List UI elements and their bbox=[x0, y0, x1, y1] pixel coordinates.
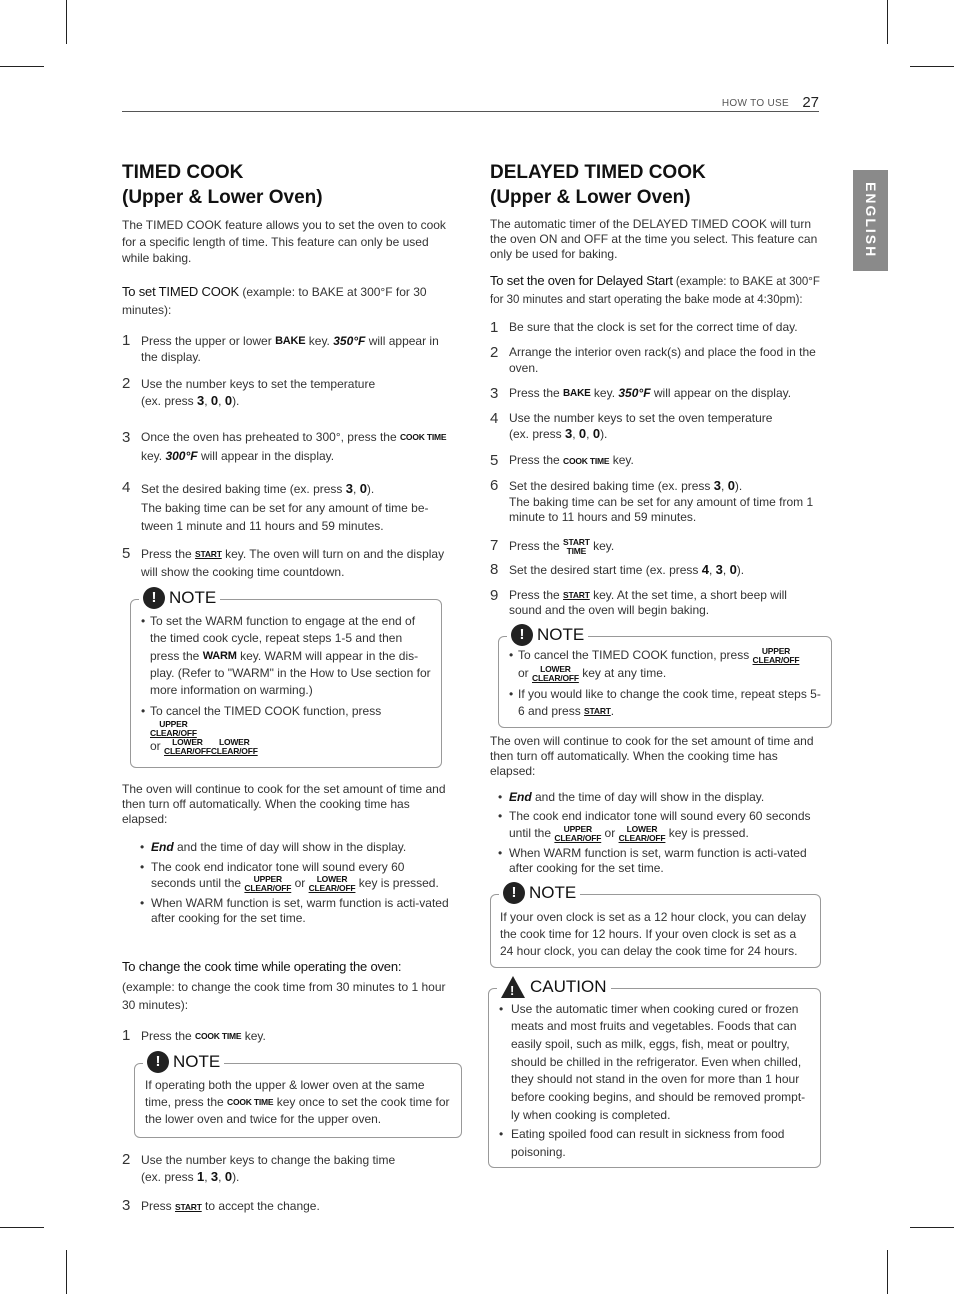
list-item bbox=[140, 839, 452, 856]
text: Press the bbox=[509, 539, 564, 554]
text: Once the oven has preheated to 300°, press the bbox=[141, 430, 400, 445]
step bbox=[122, 545, 452, 581]
number-key: 0 bbox=[578, 426, 587, 442]
text: or bbox=[601, 825, 619, 840]
text: will appear in the display. bbox=[197, 448, 335, 463]
step bbox=[490, 453, 820, 469]
step bbox=[122, 333, 452, 366]
step bbox=[490, 320, 820, 336]
text: To cancel the TIMED COOK function, press bbox=[518, 648, 753, 663]
text: Press the bbox=[141, 546, 196, 561]
upper-clear-off-key bbox=[554, 825, 601, 843]
upper-clear-off-key bbox=[753, 647, 800, 665]
note-label-text: NOTE bbox=[529, 882, 577, 902]
bake-key: BAKE bbox=[275, 334, 306, 347]
caution-label-text: CAUTION bbox=[530, 976, 607, 996]
after-text: The oven will continue to cook for the set amount of time and then turn off automatically. When the cooking time has elapsed: bbox=[122, 782, 446, 827]
text: key is pressed. bbox=[665, 825, 749, 840]
list-item bbox=[140, 896, 452, 926]
text: When WARM function is set, warm function is acti-vated after cooking for the set time. bbox=[509, 845, 807, 875]
step-number: 4 bbox=[490, 409, 499, 427]
elapsed-list bbox=[140, 839, 452, 926]
text: . bbox=[610, 703, 615, 718]
text: or bbox=[291, 876, 309, 891]
step-number: 3 bbox=[122, 1197, 131, 1215]
number-key: 3 bbox=[345, 481, 354, 497]
number-key: 3 bbox=[197, 393, 205, 409]
upper-clear-off-key bbox=[244, 875, 291, 893]
subheading bbox=[122, 283, 452, 319]
change-steps bbox=[122, 1152, 452, 1215]
text: key. WARM will appear in the dis-play. (Refer to "WARM" in the How to Use section for more information on warming.) bbox=[150, 648, 431, 698]
display-readout: 350°F bbox=[618, 386, 651, 401]
key-line: UPPER bbox=[761, 645, 791, 656]
cook-time-key: COOK TIME bbox=[227, 1097, 274, 1108]
number-key: 0 bbox=[224, 393, 233, 409]
list-item bbox=[140, 859, 452, 894]
step-number: 2 bbox=[490, 343, 499, 361]
cook-time-key: COOK TIME bbox=[563, 455, 610, 466]
text: If you would like to change the cook time, repeat steps 5-6 and press bbox=[518, 686, 821, 718]
step: 2 Use the number keys to change the baking time (ex. press 1, 3, 0). bbox=[122, 1150, 396, 1185]
note-text: If your oven clock is set as a 12 hour clock, you can delay the cook time for 12 hours. If your oven clock is set as a 24 hour clock, you can delay the cook time for 24 hours. bbox=[500, 909, 807, 959]
note-text bbox=[145, 1077, 451, 1129]
number-key: 0 bbox=[592, 426, 601, 442]
text: key. bbox=[609, 453, 634, 468]
text: will appear in the display. bbox=[141, 333, 439, 365]
text: Press the bbox=[509, 386, 564, 401]
text: Use the number keys to change the baking time bbox=[141, 1152, 396, 1167]
note-label bbox=[143, 1050, 224, 1075]
crop-mark bbox=[910, 66, 954, 67]
subheading-example: (example: to BAKE at 300°F for 30 minutes): bbox=[122, 284, 427, 317]
step bbox=[490, 538, 820, 556]
warning-icon: ! bbox=[501, 976, 525, 998]
text: (ex. press bbox=[141, 1170, 198, 1185]
text: The baking time can be set for any amount of time be-tween 1 minute and 11 hours and 59 minutes. bbox=[141, 500, 429, 533]
end-readout: End bbox=[509, 789, 532, 804]
text: key. At the set time, a short beep will sound and the oven will begin baking. bbox=[509, 587, 787, 618]
step-number: 1 bbox=[490, 319, 499, 337]
step: 6 Set the desired baking time (ex. press 3, 0). The baking time can be set for any amount of time from 1 minute to 11 hours and 59 minutes. bbox=[490, 476, 814, 525]
note-box bbox=[134, 1051, 462, 1138]
section-title bbox=[122, 160, 452, 210]
caution-box bbox=[488, 976, 821, 1169]
text: The cook end indicator tone will sound every 60 seconds until the bbox=[151, 859, 405, 891]
lower-clear-off-key bbox=[211, 738, 258, 756]
step-number: 2 bbox=[122, 374, 131, 392]
change-example: (example: to change the cook time from 30 minutes to 1 hour 30 minutes): bbox=[122, 980, 446, 1013]
lower-clear-off-key bbox=[309, 875, 356, 893]
note-item bbox=[509, 686, 823, 720]
subheading-lead: To set the oven for Delayed Start bbox=[490, 273, 673, 288]
text: The cook end indicator tone will sound every 60 seconds until the bbox=[509, 809, 811, 840]
number-key: 3 bbox=[713, 477, 722, 493]
note-item bbox=[141, 613, 431, 700]
note-item bbox=[141, 703, 431, 756]
text: or bbox=[518, 666, 533, 681]
key-line: UPPER bbox=[253, 874, 282, 885]
exclamation-icon: ! bbox=[143, 587, 165, 609]
intro-text: The TIMED COOK feature allows you to set the oven to cook for a specific length of time. This feature can only be used while baking. bbox=[122, 218, 446, 266]
text: If operating both the upper & lower oven at the same time, press the bbox=[145, 1077, 425, 1110]
step-number: 2 bbox=[122, 1150, 131, 1168]
step-number: 1 bbox=[122, 1027, 131, 1045]
steps-list bbox=[490, 320, 820, 619]
start-time-key bbox=[563, 538, 590, 556]
page-header bbox=[122, 93, 819, 112]
text: Press the upper or lower bbox=[141, 333, 276, 348]
text: To cancel the TIMED COOK function, press bbox=[150, 703, 382, 718]
text: key. bbox=[141, 448, 166, 463]
note-label bbox=[499, 881, 580, 906]
step bbox=[490, 386, 820, 402]
step-number: 8 bbox=[490, 560, 499, 578]
crop-mark bbox=[887, 0, 888, 44]
cook-time-key: COOK TIME bbox=[195, 1031, 242, 1042]
note-list bbox=[141, 613, 431, 756]
caution-item bbox=[499, 1126, 812, 1161]
text: To set the WARM function to engage at the end of the timed cook cycle, repeat steps 1-5 and then press the bbox=[150, 613, 416, 663]
key-line: CLEAR/OFF bbox=[752, 654, 800, 665]
left-column bbox=[122, 160, 452, 1225]
key-line: LOWER bbox=[540, 663, 571, 674]
note-box bbox=[498, 624, 832, 728]
change-heading: To change the cook time while operating the oven: bbox=[122, 959, 402, 975]
text: ). bbox=[232, 394, 240, 409]
key-line: CLEAR/OFF bbox=[164, 746, 211, 757]
section-title bbox=[490, 160, 820, 210]
text: ). bbox=[600, 427, 608, 442]
text: and the time of day will show in the display. bbox=[531, 789, 765, 804]
text: will appear on the display. bbox=[650, 386, 792, 401]
cook-time-key: COOK TIME bbox=[399, 432, 447, 443]
caution-label bbox=[497, 975, 611, 1000]
steps-list bbox=[122, 333, 452, 581]
key-line: CLEAR/OFF bbox=[532, 672, 579, 683]
key-line: CLEAR/OFF bbox=[150, 728, 197, 739]
note-label bbox=[507, 623, 588, 647]
text: key. The oven will turn on and the display will show the cooking time countdown. bbox=[141, 546, 445, 579]
list-item bbox=[498, 789, 820, 806]
key-line: TIME bbox=[566, 545, 587, 556]
text: key. bbox=[590, 386, 619, 401]
key-line: CLEAR/OFF bbox=[618, 832, 666, 843]
lower-clear-off-key bbox=[164, 738, 211, 756]
number-key: 1 bbox=[197, 1169, 205, 1185]
crop-mark bbox=[887, 1250, 888, 1294]
key-line: LOWER bbox=[218, 737, 250, 748]
text: key. bbox=[305, 333, 334, 348]
text: (ex. press bbox=[509, 427, 566, 442]
text: ). bbox=[232, 1170, 240, 1185]
step-number: 6 bbox=[490, 476, 499, 494]
language-tab: ENGLISH bbox=[853, 170, 888, 271]
text: key is pressed. bbox=[355, 876, 439, 891]
note-label-text: NOTE bbox=[173, 1051, 221, 1071]
text: Eating spoiled food can result in sickness from food poisoning. bbox=[511, 1127, 785, 1159]
title-line: TIMED COOK bbox=[122, 162, 244, 183]
crop-mark bbox=[0, 1227, 44, 1228]
start-key: START bbox=[584, 706, 611, 717]
note-list bbox=[509, 647, 823, 720]
note-item bbox=[509, 647, 823, 683]
note-label bbox=[139, 586, 220, 611]
crop-mark bbox=[0, 66, 44, 67]
key-line: LOWER bbox=[172, 737, 203, 748]
text: ). bbox=[366, 482, 375, 497]
number-key: 0 bbox=[727, 477, 735, 493]
text: Use the automatic timer when cooking cured or frozen meats and most fruits and vegetables. Foods that can easily spoil, such as milk, eggs, fish, meat or poultry, should be chilled in the refrigerator. Even when chilled, they should not stand in the oven for more than 1 hour before cooking begins, and should be removed prompt-ly when cooking is completed. bbox=[511, 1001, 806, 1122]
text: key. bbox=[241, 1029, 266, 1044]
text: Set the desired baking time (ex. press bbox=[509, 478, 714, 493]
key-line: UPPER bbox=[563, 823, 592, 834]
text: ). bbox=[734, 478, 743, 493]
key-line: CLEAR/OFF bbox=[308, 883, 356, 894]
exclamation-icon: ! bbox=[503, 882, 525, 904]
key-line: LOWER bbox=[316, 874, 348, 885]
subheading-example: (example: to BAKE at 300°F for 30 minutes and start operating the bake mode at 4:30pm): bbox=[490, 276, 820, 307]
bake-key: BAKE bbox=[563, 388, 591, 400]
page-number: 27 bbox=[802, 94, 819, 111]
text: ). bbox=[736, 562, 745, 577]
exclamation-icon: ! bbox=[511, 624, 533, 646]
step-number: 3 bbox=[490, 385, 499, 403]
step-number: 4 bbox=[122, 479, 131, 497]
step: 4 Use the number keys to set the oven temperature (ex. press 3, 0, 0). bbox=[490, 409, 773, 442]
subheading-lead: To set TIMED COOK bbox=[122, 283, 239, 299]
text: key once to set the cook time for the lower oven and twice for the upper oven. bbox=[145, 1095, 450, 1127]
step-number: 7 bbox=[490, 536, 499, 554]
number-key: 0 bbox=[224, 1169, 233, 1185]
number-key: 0 bbox=[359, 481, 367, 497]
step bbox=[122, 428, 452, 465]
text: Be sure that the clock is set for the correct time of day. bbox=[509, 320, 798, 335]
subheading bbox=[490, 272, 820, 308]
step-number: 5 bbox=[122, 544, 131, 562]
caution-list bbox=[499, 1001, 812, 1162]
step bbox=[122, 1028, 452, 1045]
number-key: 0 bbox=[210, 393, 219, 409]
step: 2 Use the number keys to set the temperature (ex. press 3, 0, 0). bbox=[122, 374, 376, 409]
lower-clear-off-key bbox=[532, 665, 579, 683]
number-key: 0 bbox=[729, 561, 737, 577]
elapsed-list bbox=[498, 789, 820, 876]
intro-text: The automatic timer of the DELAYED TIMED COOK will turn the oven ON and OFF at the time you select. This feature can only be used for baking. bbox=[490, 217, 818, 261]
note-label-text: NOTE bbox=[537, 624, 585, 644]
step-number: 5 bbox=[490, 452, 499, 470]
note-label-text: NOTE bbox=[169, 587, 217, 607]
text: key at any time. bbox=[578, 666, 667, 681]
crop-mark bbox=[66, 1250, 67, 1294]
after-text: The oven will continue to cook for the set amount of time and then turn off automatically. When the cooking time has elapsed: bbox=[490, 733, 814, 778]
text: Press the bbox=[509, 587, 564, 602]
key-line: CLEAR/OFF bbox=[210, 746, 258, 757]
text: Use the number keys to set the temperature bbox=[141, 376, 376, 391]
number-key: 3 bbox=[565, 426, 573, 442]
key-line: START bbox=[563, 536, 590, 547]
caution-item bbox=[499, 1001, 812, 1124]
key-line: LOWER bbox=[626, 823, 658, 834]
text: Set the desired start time (ex. press bbox=[509, 562, 702, 577]
step: 8 Set the desired start time (ex. press 4, 3, 0). bbox=[490, 560, 745, 578]
display-readout: 300°F bbox=[165, 448, 198, 463]
section-name: HOW TO USE bbox=[721, 98, 789, 109]
text: Press bbox=[141, 1199, 176, 1214]
lower-clear-off-key bbox=[619, 825, 666, 843]
display-readout: 350°F bbox=[333, 333, 366, 348]
text: Use the number keys to set the oven temperature bbox=[509, 410, 773, 425]
text: (ex. press bbox=[141, 394, 198, 409]
text: to accept the change. bbox=[201, 1199, 320, 1214]
step-number: 9 bbox=[490, 586, 499, 604]
exclamation-icon: ! bbox=[147, 1051, 169, 1073]
right-column bbox=[490, 160, 820, 1168]
step bbox=[122, 1198, 452, 1215]
title-line: (Upper & Lower Oven) bbox=[122, 187, 323, 208]
text: Press the bbox=[509, 453, 564, 468]
step bbox=[490, 588, 820, 619]
warm-key: WARM bbox=[202, 649, 237, 662]
text: Press the bbox=[141, 1029, 196, 1044]
start-key: START bbox=[563, 590, 590, 601]
number-key: 3 bbox=[715, 561, 723, 577]
title-line: DELAYED TIMED COOK bbox=[490, 162, 706, 183]
end-readout: End bbox=[151, 840, 174, 855]
key-line: CLEAR/OFF bbox=[244, 883, 292, 894]
text: When WARM function is set, warm function is acti-vated after cooking for the set time. bbox=[151, 896, 449, 926]
key-line: CLEAR/OFF bbox=[554, 832, 602, 843]
text: The baking time can be set for any amount of time from 1 minute to 11 hours and 59 minutes. bbox=[509, 494, 814, 525]
text: key. bbox=[589, 539, 615, 554]
key-line: UPPER bbox=[159, 719, 188, 730]
text: Arrange the interior oven rack(s) and place the food in the oven. bbox=[509, 344, 816, 375]
number-key: 4 bbox=[701, 561, 709, 577]
crop-mark bbox=[66, 0, 67, 44]
step-number: 1 bbox=[122, 331, 131, 349]
step: 4 Set the desired baking time (ex. press 3, 0). The baking time can be set for any amount of time be-tween 1 minute and 11 hours and 59 minutes. bbox=[122, 479, 429, 533]
start-key: START bbox=[175, 1201, 202, 1212]
text: Set the desired baking time (ex. press bbox=[141, 482, 346, 497]
crop-mark bbox=[910, 1227, 954, 1228]
text: or bbox=[150, 739, 165, 754]
number-key: 3 bbox=[210, 1169, 219, 1185]
upper-clear-off-key bbox=[150, 720, 197, 738]
start-key: START bbox=[195, 549, 222, 560]
title-line: (Upper & Lower Oven) bbox=[490, 187, 691, 208]
note-box bbox=[490, 882, 821, 968]
step-number: 3 bbox=[122, 429, 131, 447]
note-box bbox=[130, 587, 442, 768]
list-item bbox=[498, 808, 820, 843]
text: and the time of day will show in the display. bbox=[173, 840, 407, 855]
step bbox=[490, 345, 820, 376]
change-steps bbox=[122, 1028, 452, 1045]
list-item bbox=[498, 846, 820, 876]
